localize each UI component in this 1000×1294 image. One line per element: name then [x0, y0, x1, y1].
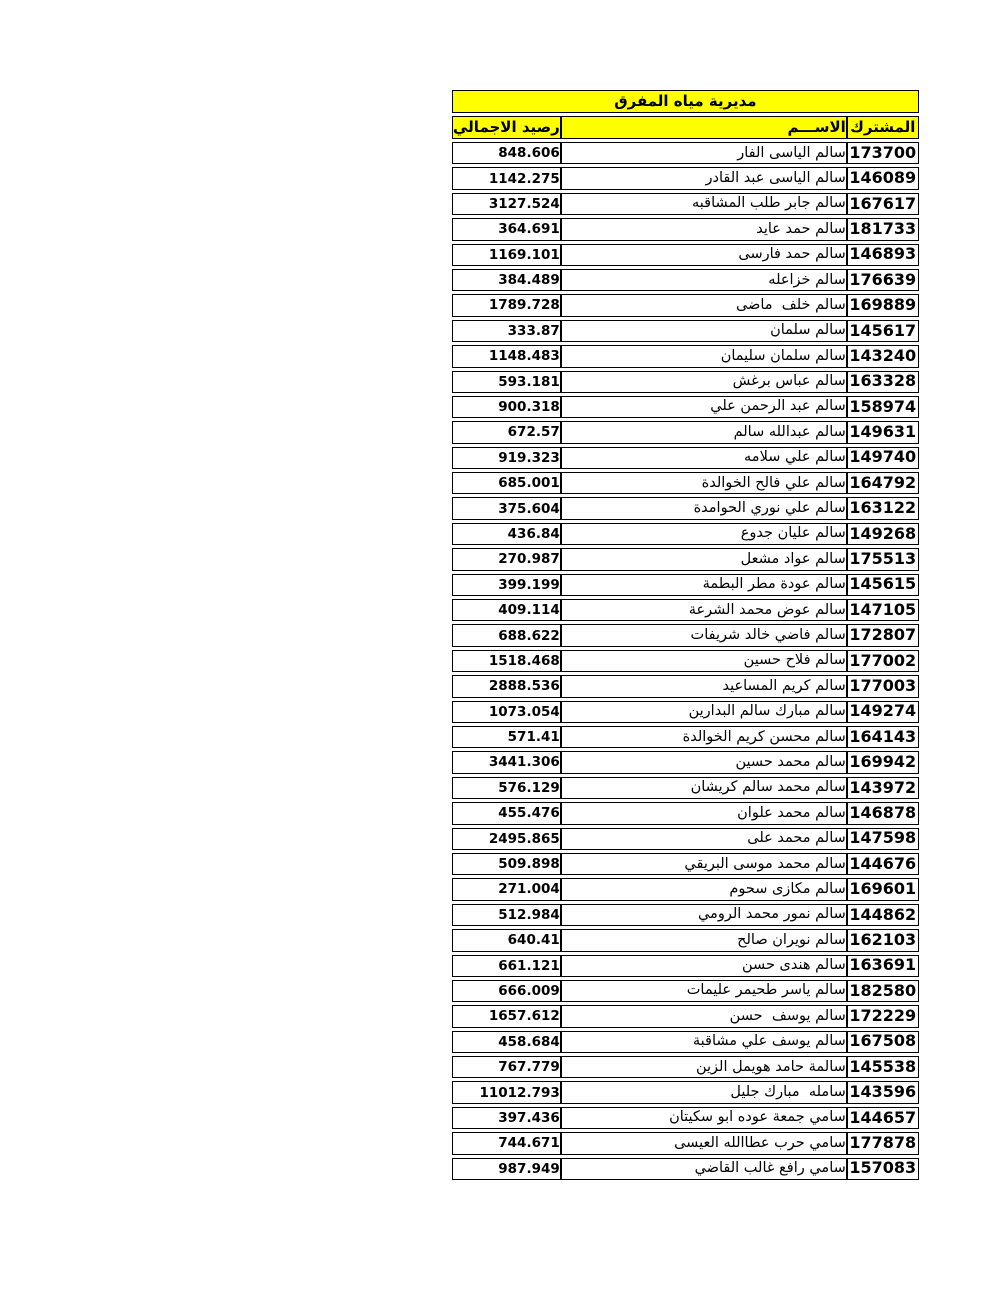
subscriber-cell: 149268	[847, 523, 919, 545]
subscriber-cell: 146893	[847, 244, 919, 266]
balance-cell: 271.004	[452, 878, 561, 900]
table-row	[452, 371, 919, 393]
subscriber-cell: 145617	[847, 320, 919, 342]
table-row	[452, 167, 919, 189]
subscriber-cell: 169889	[847, 294, 919, 316]
subscriber-cell: 164143	[847, 726, 919, 748]
name-cell: سالم عودة مطر البطمة	[561, 574, 847, 596]
subscriber-cell: 173700	[847, 142, 919, 164]
balance-cell: 2888.536	[452, 675, 561, 697]
subscriber-cell: 175513	[847, 548, 919, 570]
balance-cell: 409.114	[452, 599, 561, 621]
title-row	[452, 90, 919, 113]
subscriber-cell: 163328	[847, 371, 919, 393]
name-cell: سالم سلمان سليمان	[561, 345, 847, 367]
subscriber-cell: 177003	[847, 675, 919, 697]
balance-cell: 270.987	[452, 548, 561, 570]
table-row	[452, 980, 919, 1002]
name-cell: سامي جمعة عوده ابو سكيتان	[561, 1107, 847, 1129]
balance-cell: 900.318	[452, 396, 561, 418]
balance-cell: 1789.728	[452, 294, 561, 316]
table-row	[452, 802, 919, 824]
balance-cell: 375.604	[452, 497, 561, 519]
name-cell: سالم محمد موسى البريقي	[561, 853, 847, 875]
name-cell: سالم ياسر طحيمر عليمات	[561, 980, 847, 1002]
name-cell: سالم عواد مشعل	[561, 548, 847, 570]
balance-cell: 458.684	[452, 1031, 561, 1053]
balance-cell: 576.129	[452, 777, 561, 799]
name-cell: سالم علي نوري الحوامدة	[561, 497, 847, 519]
table-row	[452, 701, 919, 723]
subscriber-cell: 182580	[847, 980, 919, 1002]
table-row	[452, 777, 919, 799]
balance-cell: 661.121	[452, 955, 561, 977]
subscriber-cell: 163691	[847, 955, 919, 977]
balance-cell: 455.476	[452, 802, 561, 824]
balance-cell: 1518.468	[452, 650, 561, 672]
balance-cell: 919.323	[452, 447, 561, 469]
balance-cell: 1169.101	[452, 244, 561, 266]
subscriber-cell: 181733	[847, 218, 919, 240]
table-row	[452, 904, 919, 926]
name-cell: سالم حمد فارسى	[561, 244, 847, 266]
balance-cell: 987.949	[452, 1158, 561, 1180]
balance-cell: 384.489	[452, 269, 561, 291]
subscriber-cell: 149740	[847, 447, 919, 469]
table-row	[452, 497, 919, 519]
table-row	[452, 345, 919, 367]
subscriber-cell: 169942	[847, 751, 919, 773]
table-row	[452, 396, 919, 418]
balance-cell: 399.199	[452, 574, 561, 596]
table-row	[452, 472, 919, 494]
subscriber-cell: 145538	[847, 1056, 919, 1078]
balance-cell: 1142.275	[452, 167, 561, 189]
subscriber-cell: 146878	[847, 802, 919, 824]
balance-cell: 3127.524	[452, 193, 561, 215]
name-cell: سالم كريم المساعيد	[561, 675, 847, 697]
subscriber-cell: 143240	[847, 345, 919, 367]
subscriber-cell: 172807	[847, 624, 919, 646]
table-row	[452, 929, 919, 951]
water-balance-table	[452, 87, 919, 1183]
name-cell: سالم سلمان	[561, 320, 847, 342]
table-row	[452, 421, 919, 443]
subscriber-cell: 147105	[847, 599, 919, 621]
balance-cell: 666.009	[452, 980, 561, 1002]
table-row	[452, 269, 919, 291]
balance-cell: 593.181	[452, 371, 561, 393]
table-row	[452, 1031, 919, 1053]
name-cell: سالم محمد حسين	[561, 751, 847, 773]
table-row	[452, 624, 919, 646]
name-cell: سالم عبدالله سالم	[561, 421, 847, 443]
subscriber-cell: 149631	[847, 421, 919, 443]
subscriber-cell: 144657	[847, 1107, 919, 1129]
subscriber-cell: 143596	[847, 1081, 919, 1103]
table-row	[452, 142, 919, 164]
table-row	[452, 320, 919, 342]
balance-cell: 672.57	[452, 421, 561, 443]
table-row	[452, 1081, 919, 1103]
name-cell: سالم علي سلامه	[561, 447, 847, 469]
balance-cell: 11012.793	[452, 1081, 561, 1103]
balance-cell: 767.779	[452, 1056, 561, 1078]
table-row	[452, 726, 919, 748]
table-row	[452, 294, 919, 316]
subscriber-cell: 164792	[847, 472, 919, 494]
balance-cell: 685.001	[452, 472, 561, 494]
table-row	[452, 244, 919, 266]
balance-cell: 397.436	[452, 1107, 561, 1129]
name-cell: سامي رافع غالب القاضي	[561, 1158, 847, 1180]
subscriber-column-header: المشترك	[847, 116, 919, 139]
name-cell: سالم محمد سالم كريشان	[561, 777, 847, 799]
balance-cell: 364.691	[452, 218, 561, 240]
table-row	[452, 1056, 919, 1078]
subscriber-cell: 162103	[847, 929, 919, 951]
table-row	[452, 574, 919, 596]
report-title: مديرية مياه المفرق	[452, 90, 919, 113]
name-cell: سالم محسن كريم الخوالدة	[561, 726, 847, 748]
name-cell: سالم الياسى الفار	[561, 142, 847, 164]
name-cell: سالم عوض محمد الشرعة	[561, 599, 847, 621]
balance-cell: 1073.054	[452, 701, 561, 723]
name-cell: سالم عليان جدوع	[561, 523, 847, 545]
header-row	[452, 116, 919, 139]
name-cell: سالم الياسى عبد القادر	[561, 167, 847, 189]
name-cell: سالم يوسف علي مشاقبة	[561, 1031, 847, 1053]
subscriber-cell: 167617	[847, 193, 919, 215]
table-row	[452, 1132, 919, 1154]
name-cell: سالم خلف ماضى	[561, 294, 847, 316]
balance-cell: 333.87	[452, 320, 561, 342]
balance-cell: 848.606	[452, 142, 561, 164]
table-row	[452, 599, 919, 621]
name-cell: سامي حرب عطاالله العيسى	[561, 1132, 847, 1154]
subscriber-cell: 177002	[847, 650, 919, 672]
name-cell: سامله مبارك جليل	[561, 1081, 847, 1103]
name-cell: سالم مبارك سالم البدارين	[561, 701, 847, 723]
subscriber-cell: 147598	[847, 828, 919, 850]
table-row	[452, 828, 919, 850]
subscriber-cell: 172229	[847, 1005, 919, 1027]
name-cell: سالم يوسف حسن	[561, 1005, 847, 1027]
balance-cell: 1148.483	[452, 345, 561, 367]
table-row	[452, 1158, 919, 1180]
table-body	[452, 142, 919, 1180]
balance-cell: 744.671	[452, 1132, 561, 1154]
subscriber-cell: 146089	[847, 167, 919, 189]
name-cell: سالم فاضي خالد شريفات	[561, 624, 847, 646]
subscriber-cell: 176639	[847, 269, 919, 291]
subscriber-cell: 144676	[847, 853, 919, 875]
table-row	[452, 548, 919, 570]
table-row	[452, 1005, 919, 1027]
balance-cell: 640.41	[452, 929, 561, 951]
table-row	[452, 955, 919, 977]
table-row	[452, 878, 919, 900]
balance-column-header: رصيد الاجمالي	[452, 116, 561, 139]
balance-cell: 436.84	[452, 523, 561, 545]
name-cell: سالم جابر طلب المشاقبه	[561, 193, 847, 215]
subscriber-cell: 177878	[847, 1132, 919, 1154]
name-cell: سالم حمد عايد	[561, 218, 847, 240]
subscriber-cell: 167508	[847, 1031, 919, 1053]
subscriber-cell: 149274	[847, 701, 919, 723]
table-row	[452, 523, 919, 545]
name-cell: سالم فلاح حسين	[561, 650, 847, 672]
table-row	[452, 447, 919, 469]
balance-cell: 688.622	[452, 624, 561, 646]
balance-cell: 571.41	[452, 726, 561, 748]
balance-cell: 3441.306	[452, 751, 561, 773]
table-row	[452, 193, 919, 215]
name-cell: سالم نويران صالح	[561, 929, 847, 951]
subscriber-cell: 143972	[847, 777, 919, 799]
name-cell: سالمة حامد هويمل الزين	[561, 1056, 847, 1078]
balance-cell: 512.984	[452, 904, 561, 926]
balance-cell: 2495.865	[452, 828, 561, 850]
balance-cell: 1657.612	[452, 1005, 561, 1027]
table-row	[452, 650, 919, 672]
table-row	[452, 1107, 919, 1129]
name-cell: سالم مكازى سحوم	[561, 878, 847, 900]
subscriber-cell: 145615	[847, 574, 919, 596]
subscriber-cell: 169601	[847, 878, 919, 900]
balance-cell: 509.898	[452, 853, 561, 875]
name-cell: سالم نمور محمد الرومي	[561, 904, 847, 926]
name-cell: سالم خزاعله	[561, 269, 847, 291]
subscriber-cell: 157083	[847, 1158, 919, 1180]
subscriber-cell: 163122	[847, 497, 919, 519]
name-cell: سالم علي فالح الخوالدة	[561, 472, 847, 494]
name-column-header: الاســـم	[561, 116, 847, 139]
name-cell: سالم عباس برغش	[561, 371, 847, 393]
table-row	[452, 218, 919, 240]
name-cell: سالم محمد علوان	[561, 802, 847, 824]
table-row	[452, 675, 919, 697]
subscriber-cell: 144862	[847, 904, 919, 926]
table-row	[452, 751, 919, 773]
name-cell: سالم عبد الرحمن علي	[561, 396, 847, 418]
name-cell: سالم هندى حسن	[561, 955, 847, 977]
subscriber-cell: 158974	[847, 396, 919, 418]
name-cell: سالم محمد على	[561, 828, 847, 850]
table-row	[452, 853, 919, 875]
